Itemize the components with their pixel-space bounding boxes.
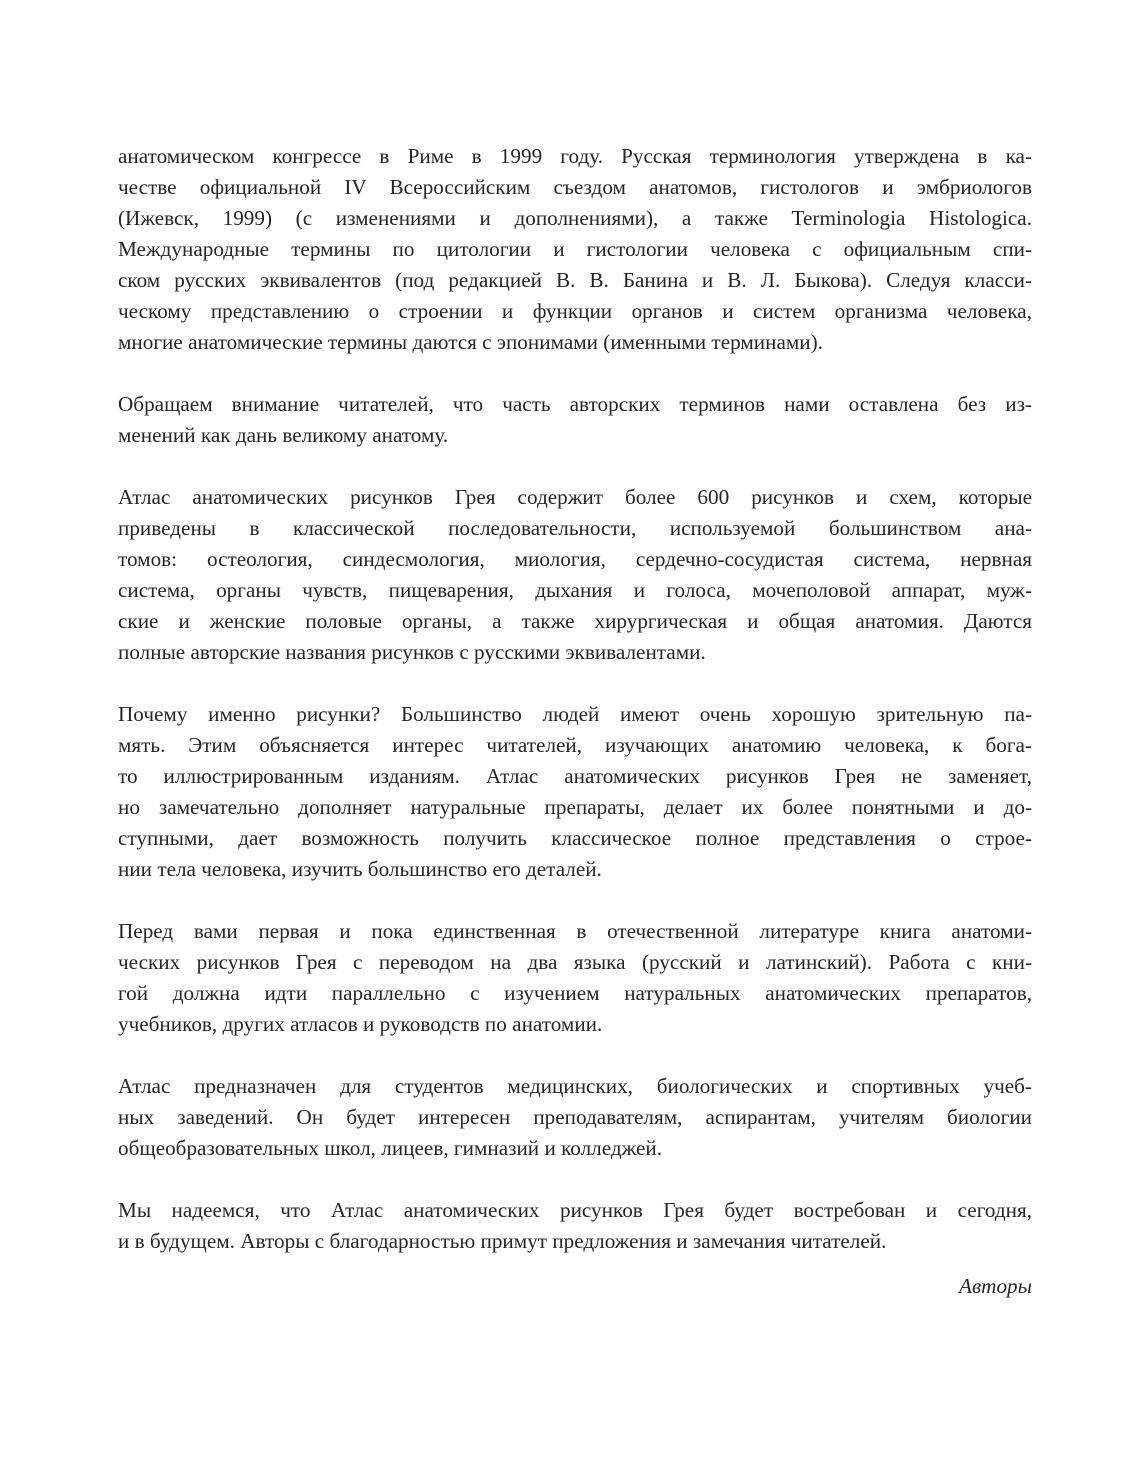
paragraph — [118, 482, 1032, 668]
paragraph — [118, 699, 1032, 885]
text-line: ступными, дает возможность получить классическое полное представления о строе- — [118, 826, 1032, 850]
paragraph — [118, 1195, 1032, 1257]
signature: Авторы — [959, 1274, 1032, 1298]
text-line: полные авторские названия рисунков с русскими эквивалентами. — [118, 640, 706, 664]
text-line: ческих рисунков Грея с переводом на два языка (русский и латинский). Работа с кни- — [118, 950, 1032, 974]
document-body — [118, 141, 1032, 1257]
text-line: Международные термины по цитологии и гистологии человека с официальным спи- — [118, 237, 1032, 261]
text-line: система, органы чувств, пищеварения, дыхания и голоса, мочеполовой аппарат, муж- — [118, 578, 1032, 602]
paragraph — [118, 916, 1032, 1040]
text-line: учебников, других атласов и руководств по анатомии. — [118, 1012, 603, 1036]
text-line: Атлас предназначен для студентов медицинских, биологических и спортивных учеб- — [118, 1074, 1032, 1098]
text-line: томов: остеология, синдесмология, миология, сердечно-сосудистая система, нервная — [118, 547, 1032, 571]
text-line: ных заведений. Он будет интересен преподавателям, аспирантам, учителям биологии — [118, 1105, 1032, 1129]
text-line: нии тела человека, изучить большинство его деталей. — [118, 857, 602, 881]
paragraph — [118, 1071, 1032, 1164]
text-line: то иллюстрированным изданиям. Атлас анатомических рисунков Грея не заменяет, — [118, 764, 1032, 788]
text-line: Мы надеемся, что Атлас анатомических рисунков Грея будет востребован и сегодня, — [118, 1198, 1032, 1222]
document-page — [118, 141, 1032, 1298]
text-line: анатомическом конгрессе в Риме в 1999 году. Русская терминология утверждена в ка- — [118, 144, 1032, 168]
text-line: Перед вами первая и пока единственная в отечественной литературе книга анатоми- — [118, 919, 1032, 943]
text-line: Атлас анатомических рисунков Грея содержит более 600 рисунков и схем, которые — [118, 485, 1032, 509]
text-line: (Ижевск, 1999) (с изменениями и дополнениями), а также Terminologia Histologica. — [118, 206, 1032, 230]
text-line: ческому представлению о строении и функции органов и систем организма человека, — [118, 299, 1032, 323]
text-line: общеобразовательных школ, лицеев, гимназий и колледжей. — [118, 1136, 663, 1160]
text-line: мять. Этим объясняется интерес читателей, изучающих анатомию человека, к бога- — [118, 733, 1032, 757]
text-line: честве официальной IV Всероссийским съездом анатомов, гистологов и эмбриологов — [118, 175, 1032, 199]
text-line: и в будущем. Авторы с благодарностью примут предложения и замечания читателей. — [118, 1229, 887, 1253]
text-line: Почему именно рисунки? Большинство людей имеют очень хорошую зрительную па- — [118, 702, 1032, 726]
text-line: но замечательно дополняет натуральные препараты, делает их более понятными и до- — [118, 795, 1032, 819]
paragraph — [118, 141, 1032, 358]
text-line: ском русских эквивалентов (под редакцией В. В. Банина и В. Л. Быкова). Следуя класси- — [118, 268, 1032, 292]
paragraph — [118, 389, 1032, 451]
text-line: гой должна идти параллельно с изучением натуральных анатомических препаратов, — [118, 981, 1032, 1005]
text-line: приведены в классической последовательности, используемой большинством ана- — [118, 516, 1032, 540]
text-line: менений как дань великому анатому. — [118, 423, 449, 447]
text-line: Обращаем внимание читателей, что часть авторских терминов нами оставлена без из- — [118, 392, 1032, 416]
text-line: ские и женские половые органы, а также хирургическая и общая анатомия. Даются — [118, 609, 1032, 633]
text-line: многие анатомические термины даются с эпонимами (именными терминами). — [118, 330, 823, 354]
